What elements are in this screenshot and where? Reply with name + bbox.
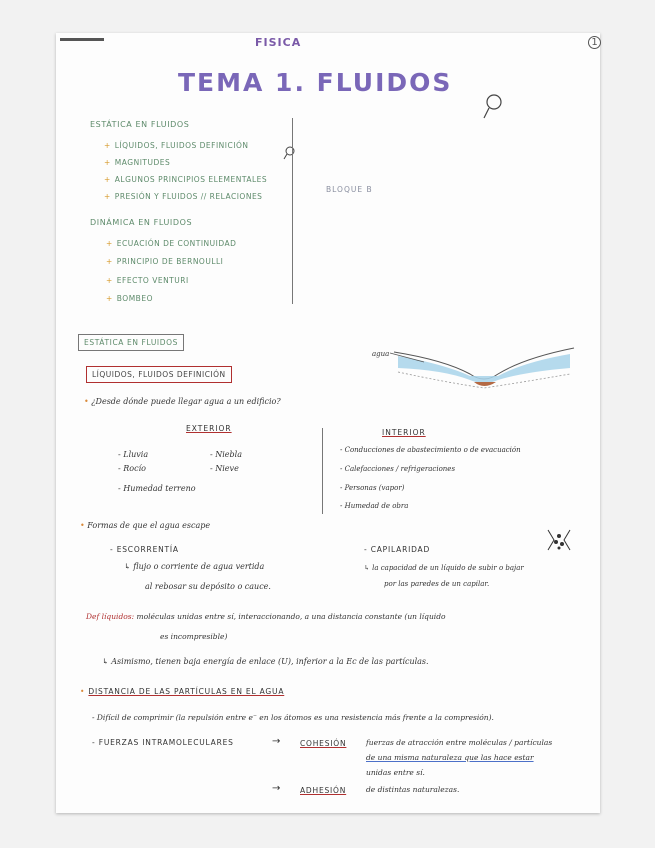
exterior-item: - Niebla — [210, 450, 242, 459]
definition-line: Def líquidos: moléculas unidas entre sí, interaccionando, a una distancia constante (un líquido — [86, 612, 446, 621]
escorrentia-text: ↳ flujo o corriente de agua vertida — [124, 562, 265, 571]
dynamics-item: + PRINCIPIO DE BERNOULLI — [106, 257, 224, 266]
dynamics-item: + BOMBEO — [106, 294, 153, 303]
arrow-cohesion: → — [272, 736, 281, 747]
cohesion-text-3: unidas entre sí. — [366, 768, 425, 777]
interior-heading: INTERIOR — [382, 428, 426, 437]
adhesion-text: de distintas naturalezas. — [366, 785, 460, 794]
forces-label: - FUERZAS INTRAMOLECULARES — [92, 738, 234, 747]
question-text: • ¿Desde dónde puede llegar agua a un edificio? — [84, 397, 281, 406]
escape-intro: • Formas de que el agua escape — [80, 521, 211, 530]
dynamics-item: + ECUACIÓN DE CONTINUIDAD — [106, 239, 237, 248]
definition-line-3: ↳ Asimismo, tienen baja energía de enlace (U), inferior a la Ec de las partículas. — [102, 657, 429, 666]
columns-divider — [322, 428, 323, 514]
statics-item: + MAGNITUDES — [104, 158, 171, 167]
definition-line-2: es incompresible) — [160, 632, 228, 641]
interior-item: - Personas (vapor) — [340, 484, 405, 492]
escorrentia-text-2: al rebosar su depósito o cauce. — [145, 582, 271, 591]
diagram-label: agua — [372, 350, 390, 358]
exterior-item: - Humedad terreno — [118, 484, 196, 493]
statics-item: + PRESIÓN Y FLUIDOS // RELACIONES — [104, 192, 263, 201]
adhesion-label: ADHESIÓN — [300, 786, 347, 795]
corner-mark — [60, 38, 104, 41]
interior-item: - Humedad de obra — [340, 502, 409, 510]
definition-label: Def líquidos: — [86, 612, 135, 621]
capillary-doodle-icon — [544, 526, 574, 554]
page-title: TEMA 1. FLUIDOS — [178, 68, 453, 97]
cohesion-text-2: de una misma naturaleza que las hace estar — [366, 753, 534, 762]
subject-label: FISICA — [255, 36, 302, 49]
notebook-page — [56, 33, 600, 813]
statics-item: + LÍQUIDOS, FLUIDOS DEFINICIÓN — [104, 141, 249, 150]
escorrentia-title: - ESCORRENTÍA — [110, 545, 179, 554]
small-pin-doodle-icon — [282, 144, 298, 160]
block-label: BLOQUE B — [326, 185, 373, 194]
interior-item: - Conducciones de abastecimiento o de evacuación — [340, 446, 521, 454]
capilaridad-text: ↳ la capacidad de un líquido de subir o bajar — [364, 564, 524, 572]
exterior-item: - Nieve — [210, 464, 239, 473]
subsection-heading: LÍQUIDOS, FLUIDOS DEFINICIÓN — [86, 366, 232, 383]
statics-heading: ESTÁTICA EN FLUIDOS — [90, 120, 190, 129]
section-heading: ESTÁTICA EN FLUIDOS — [78, 334, 184, 351]
pin-doodle-icon — [480, 92, 506, 122]
cohesion-text: fuerzas de atracción entre moléculas / partículas — [366, 738, 553, 747]
distance-heading: • DISTANCIA DE LAS PARTÍCULAS EN EL AGUA — [80, 687, 285, 696]
exterior-item: - Lluvia — [118, 450, 149, 459]
index-divider — [292, 118, 293, 304]
capilaridad-title: - CAPILARIDAD — [364, 545, 431, 554]
capilaridad-text-2: por las paredes de un capilar. — [384, 580, 490, 588]
dynamics-heading: DINÁMICA EN FLUIDOS — [90, 218, 193, 227]
interior-item: - Calefacciones / refrigeraciones — [340, 465, 456, 473]
dynamics-item: + EFECTO VENTURI — [106, 276, 189, 285]
exterior-heading: EXTERIOR — [186, 424, 232, 433]
arrow-adhesion: → — [272, 783, 281, 794]
exterior-item: - Rocío — [118, 464, 146, 473]
page-number: 1 — [588, 36, 601, 49]
cohesion-label: COHESIÓN — [300, 739, 347, 748]
water-channel-diagram — [384, 338, 584, 398]
statics-item: + ALGUNOS PRINCIPIOS ELEMENTALES — [104, 175, 268, 184]
distance-item: - Difícil de comprimir (la repulsión entre e⁻ en los átomos es una resistencia más frente a la compresión). — [92, 713, 494, 722]
